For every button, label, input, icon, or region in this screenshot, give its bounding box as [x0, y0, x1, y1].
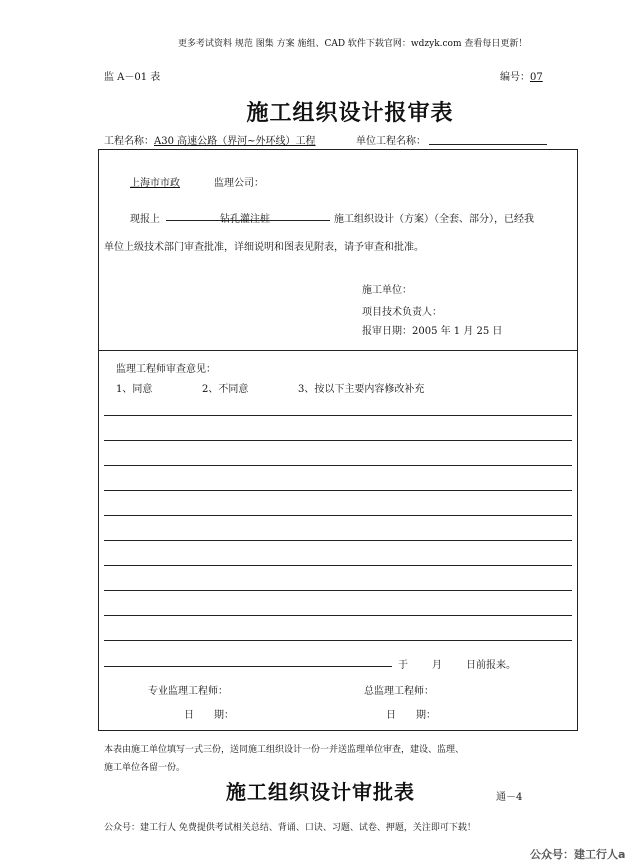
chief-engineer-label: 总监理工程师： — [364, 686, 434, 697]
resubmit-day: 日前报来。 — [466, 660, 516, 671]
second-form-code: 通－4 — [496, 792, 523, 803]
resubmit-year: 于 — [398, 660, 408, 671]
option-disagree: 2、不同意 — [202, 384, 249, 395]
supervisor-suffix: 监理公司： — [214, 178, 264, 189]
method-name: 钻孔灌注桩 — [220, 214, 270, 225]
footer-promo: 公众号：建工行人 免费提供考试相关总结、背诵、口诀、习题、试卷、押题，关注即可下载！ — [104, 823, 476, 833]
specialist-date-label: 日 期： — [184, 710, 234, 721]
project-name-row — [104, 132, 316, 147]
section-divider — [98, 350, 578, 351]
ruled-line — [104, 615, 572, 616]
ruled-line — [104, 590, 572, 591]
ruled-line — [104, 640, 572, 641]
option-agree: 1、同意 — [116, 384, 153, 395]
option-revise: 3、按以下主要内容修改补充 — [298, 384, 425, 395]
chief-date-label: 日 期： — [386, 710, 436, 721]
specialist-engineer-label: 专业监理工程师： — [148, 686, 228, 697]
serial-number — [500, 68, 543, 83]
ruled-line — [104, 415, 572, 416]
project-name-value: A30 高速公路（界河~外环线）工程 — [154, 136, 316, 147]
note-line1: 本表由施工单位填写一式三份，送同施工组织设计一份一并送监理单位审查，建设、监理、 — [104, 745, 465, 755]
supervisor-company-row — [104, 174, 264, 189]
form-code: 监 A－01 表 — [104, 72, 161, 83]
ruled-line — [104, 515, 572, 516]
unit-name-underline — [429, 144, 547, 145]
resubmit-underline — [104, 666, 392, 667]
ruled-line — [104, 440, 572, 441]
project-name-label: 工程名称： — [104, 136, 154, 147]
ruled-line — [104, 565, 572, 566]
resubmit-month: 月 — [432, 660, 442, 671]
serial-label: 编号： — [500, 72, 530, 83]
page-title: 施工组织设计报审表 — [246, 100, 454, 126]
report-prefix: 现报上 — [130, 214, 160, 225]
report-line2: 单位上级技术部门审查批准，详细说明和图表见附表，请予审查和批准。 — [104, 242, 424, 253]
ruled-line — [104, 540, 572, 541]
serial-value: 07 — [530, 72, 543, 83]
report-date: 报审日期：2005 年 1 月 25 日 — [362, 326, 503, 337]
ruled-line — [104, 465, 572, 466]
unit-name-label: 单位工程名称： — [356, 136, 426, 147]
note-line2: 施工单位各留一份。 — [104, 763, 186, 773]
watermark: 公众号：建工行人a — [530, 848, 626, 861]
report-line1-rest: 施工组织设计（方案）（全套、部分），已经我 — [334, 214, 534, 225]
supervisor-company: 上海市市政 — [130, 178, 180, 189]
opinion-label: 监理工程师审查意见： — [116, 364, 216, 375]
tech-lead-label: 项目技术负责人： — [362, 307, 442, 318]
download-banner: 更多考试资料 规范 图集 方案 施组、CAD 软件下载官网：wdzyk.com 查看每日更新！ — [178, 39, 528, 49]
contractor-label: 施工单位： — [362, 285, 412, 296]
second-form-title: 施工组织设计审批表 — [226, 780, 415, 804]
ruled-line — [104, 490, 572, 491]
